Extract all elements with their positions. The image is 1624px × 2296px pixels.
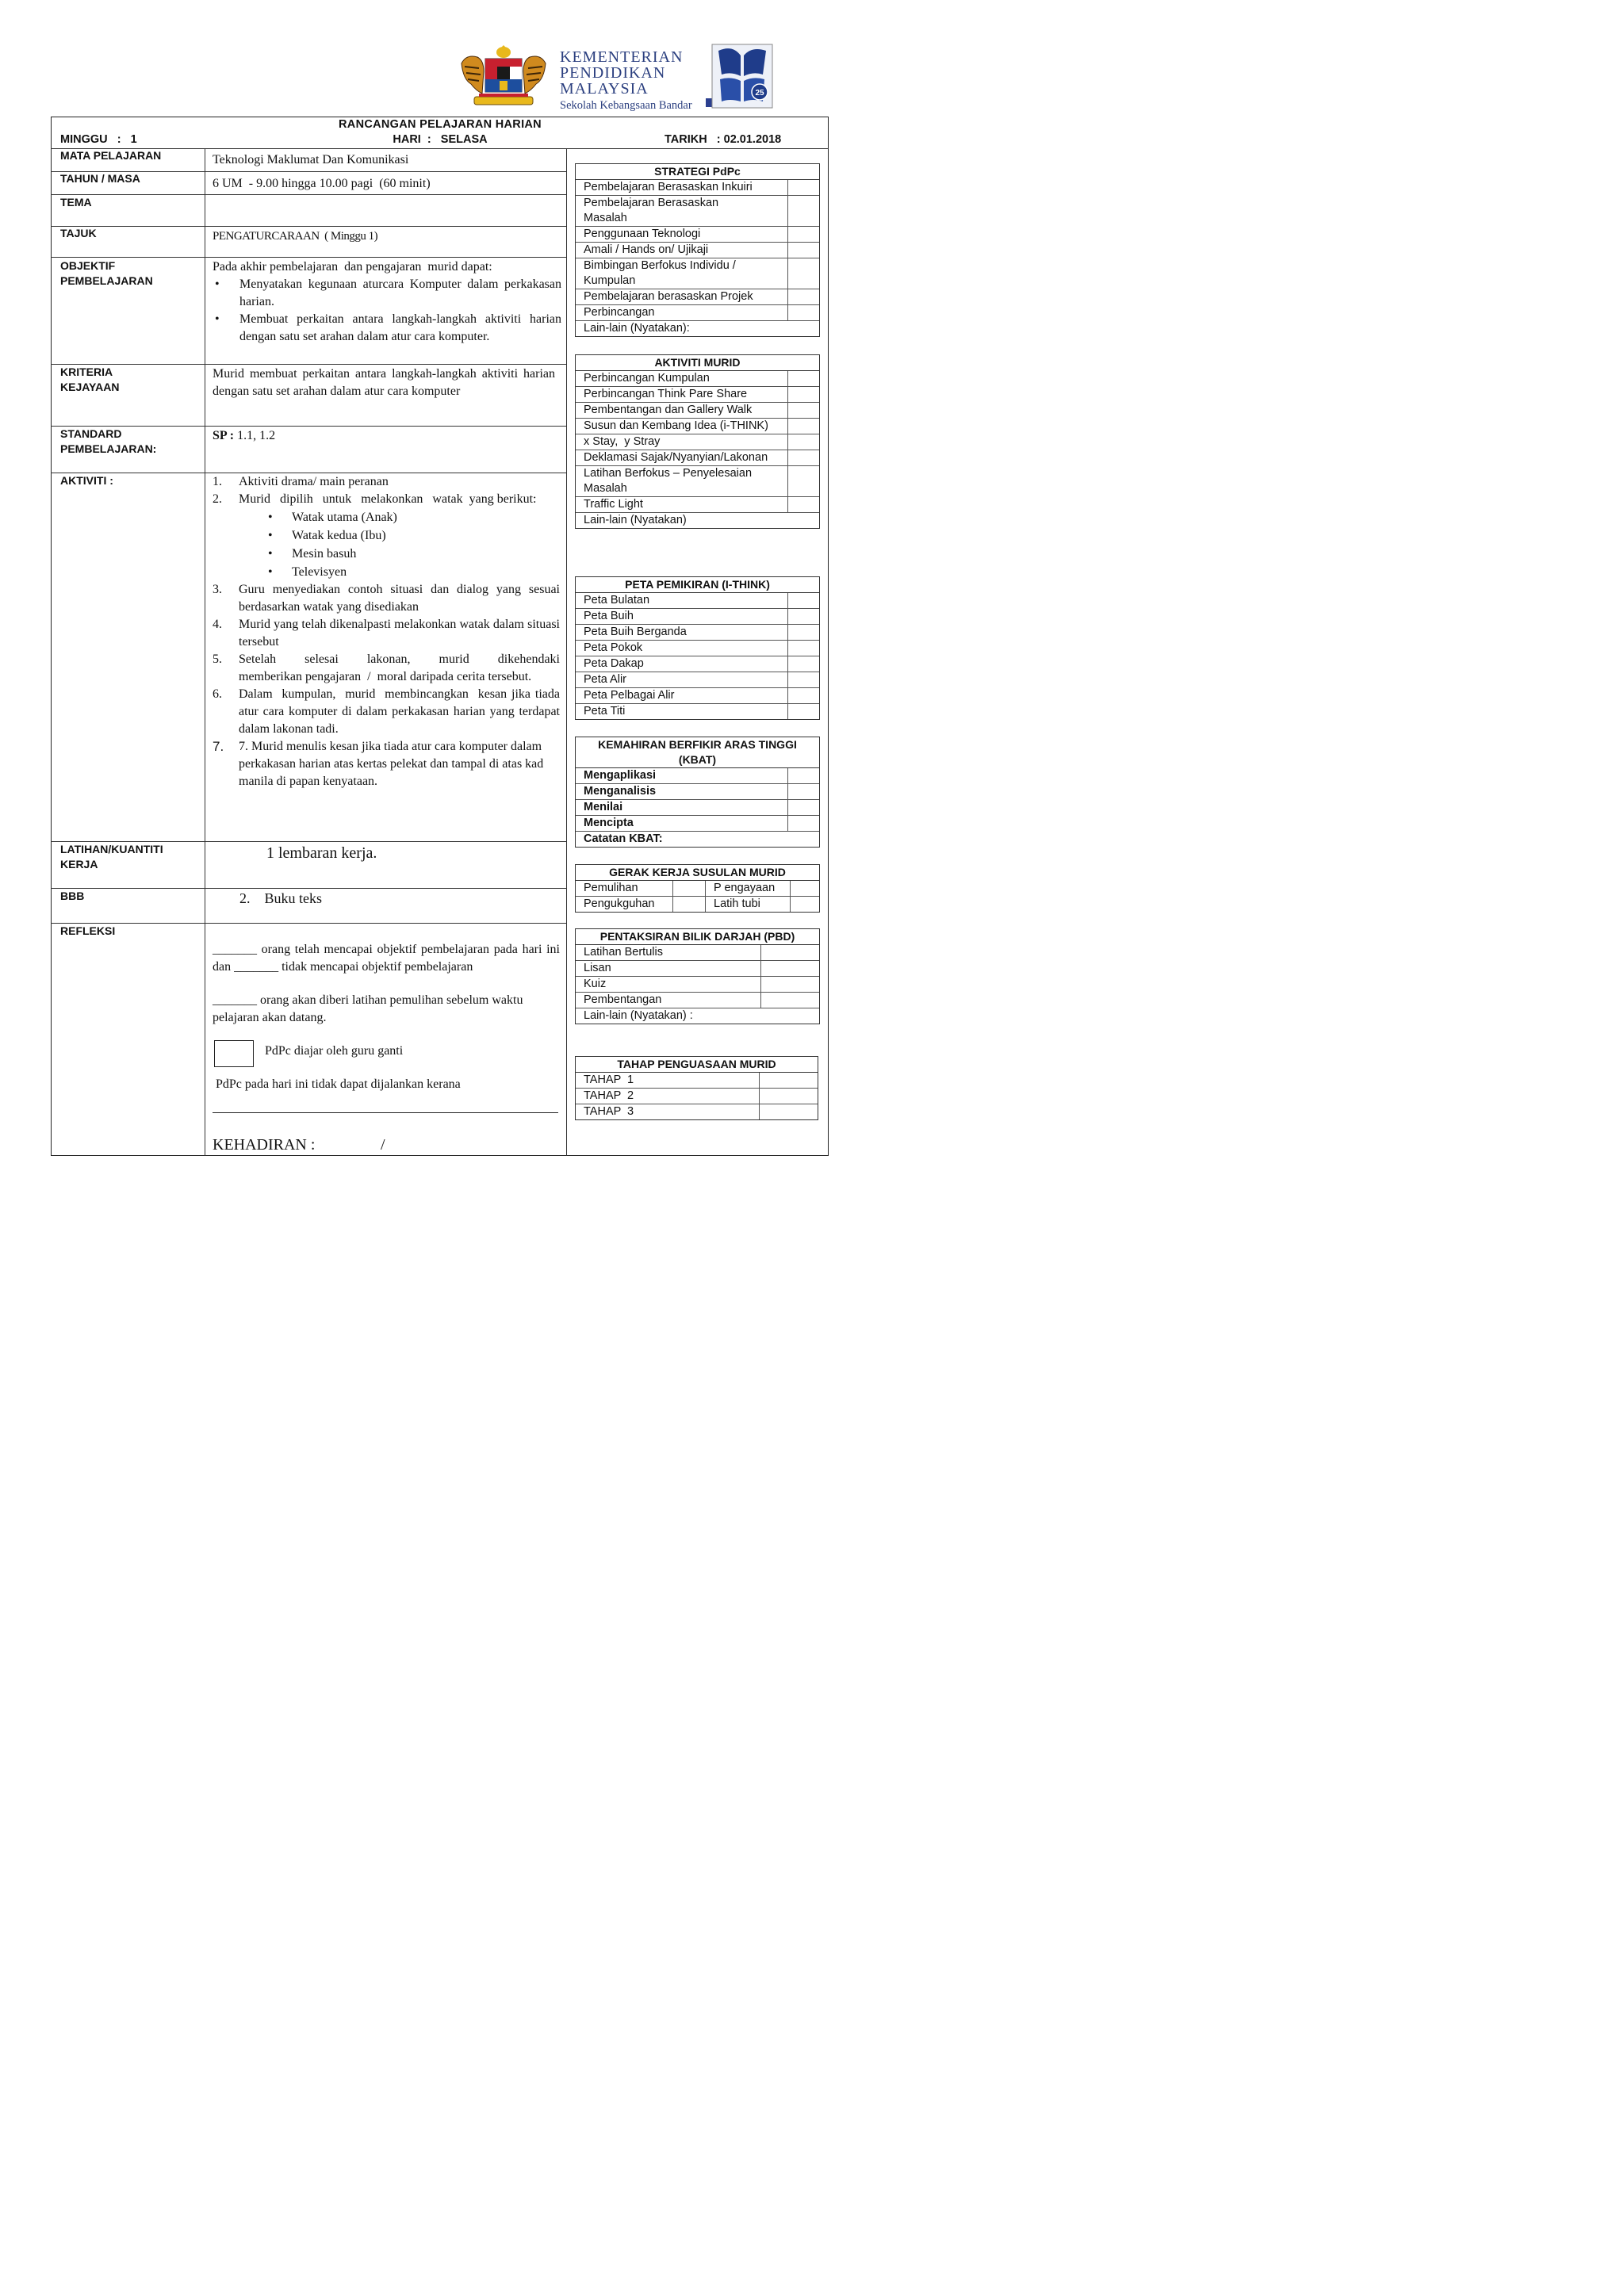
- gerak-kerja-row[interactable]: [576, 881, 819, 897]
- pbd-title: PENTAKSIRAN BILIK DARJAH (PBD): [576, 929, 819, 945]
- kbat-catatan: Catatan KBAT:: [584, 832, 663, 845]
- refleksi-label: REFLEKSI: [60, 924, 116, 937]
- checkbox[interactable]: [787, 243, 819, 258]
- bullet-icon: •: [215, 277, 220, 291]
- ministry-wordmark: [560, 49, 710, 113]
- objektif-value: [213, 258, 561, 346]
- checkbox[interactable]: [672, 881, 706, 896]
- gerak-kerja-title: GERAK KERJA SUSULAN MURID: [576, 865, 819, 881]
- aktiviti-label: AKTIVITI :: [60, 474, 113, 487]
- pbd-row[interactable]: [576, 1008, 819, 1024]
- standard-label-line2: PEMBELAJARAN:: [60, 442, 157, 455]
- checkbox[interactable]: [787, 641, 819, 656]
- aktiviti-murid-row[interactable]: [576, 497, 819, 513]
- strategi-row[interactable]: [576, 180, 819, 196]
- kbat-item: Menilai: [584, 801, 623, 813]
- pbd-item: Latihan Bertulis: [584, 946, 663, 959]
- kriteria-label-line2: KEJAYAAN: [60, 381, 120, 393]
- latihan-value: 1 lembaran kerja.: [266, 844, 377, 862]
- checkbox[interactable]: [787, 371, 819, 386]
- kbat-item: Mencipta: [584, 817, 634, 829]
- aktiviti-murid-row[interactable]: [576, 513, 819, 528]
- peta-row[interactable]: [576, 704, 819, 719]
- peta-row[interactable]: [576, 672, 819, 688]
- aktiviti-item: [213, 738, 560, 790]
- aktiviti-murid-row[interactable]: [576, 450, 819, 466]
- bullet-icon: •: [268, 547, 273, 561]
- tidak-dapat-text: PdPc pada hari ini tidak dapat dijalankan kerana: [216, 1077, 461, 1091]
- aktiviti-text: 7. Murid menulis kesan jika tiada atur cara komputer dalam perkakasan harian atas kertas pelekat dan tampal di atas kad manila di papan kenyataan.: [239, 740, 544, 788]
- tahap-item: TAHAP 1: [584, 1073, 634, 1086]
- aktiviti-item: [213, 686, 566, 738]
- strategi-row[interactable]: [576, 289, 819, 305]
- peta-item: Peta Buih: [584, 610, 634, 622]
- checkbox[interactable]: [787, 434, 819, 450]
- divider: [51, 257, 566, 258]
- checkbox[interactable]: [787, 784, 819, 799]
- latihan-label-line1: LATIHAN/KUANTITI: [60, 843, 163, 855]
- aktiviti-item: [213, 581, 560, 616]
- aktiviti-murid-item: Traffic Light: [584, 498, 643, 511]
- peta-item: Peta Dakap: [584, 657, 644, 670]
- objektif-label: [60, 258, 201, 289]
- watak-text: Watak utama (Anak): [292, 511, 397, 524]
- aktiviti-murid-item: Pembentangan dan Gallery Walk: [584, 404, 753, 416]
- strategi-row[interactable]: [576, 243, 819, 258]
- peta-item: Peta Bulatan: [584, 594, 650, 607]
- aktiviti-text: Murid dipilih untuk melakonkan watak yang berikut:: [239, 492, 537, 506]
- pbd-row[interactable]: [576, 945, 819, 961]
- kbat-catatan-row[interactable]: [576, 832, 819, 847]
- aktiviti-num: 2.: [213, 492, 222, 506]
- standard-value: [213, 427, 561, 445]
- checkbox[interactable]: [787, 768, 819, 783]
- kbat-row[interactable]: [576, 784, 819, 800]
- kbat-title: KEMAHIRAN BERFIKIR ARAS TINGGI (KBAT): [576, 737, 819, 768]
- objektif-intro: Pada akhir pembelajaran dan pengajaran murid dapat:: [213, 260, 492, 274]
- strategi-row[interactable]: [576, 321, 819, 336]
- checkbox[interactable]: [787, 609, 819, 624]
- kriteria-label-line1: KRITERIA: [60, 365, 113, 378]
- checkbox[interactable]: [787, 688, 819, 703]
- standard-label: [60, 427, 201, 457]
- aktiviti-num: 3.: [213, 583, 222, 596]
- aktiviti-text: Guru menyediakan contoh situasi dan dialog yang sesuai berdasarkan watak yang disediakan: [239, 583, 560, 614]
- aktiviti-text: Murid yang telah dikenalpasti melakonkan watak dalam situasi tersebut: [239, 618, 560, 649]
- pbd-item: Lisan: [584, 962, 611, 974]
- strategi-item: Pembelajaran berasaskan Projek: [584, 290, 753, 303]
- school-name: Sekolah Kebangsaan Bandar: [560, 99, 692, 112]
- aktiviti-num: 1.: [213, 475, 222, 488]
- checkbox[interactable]: [790, 897, 819, 912]
- strategi-box: [575, 163, 820, 337]
- malaysia-coat-of-arms-logo: [455, 44, 552, 111]
- watak-item: [265, 508, 560, 526]
- peta-item: Peta Buih Berganda: [584, 626, 687, 638]
- tarikh-label: TARIKH : 02.01.2018: [665, 133, 782, 146]
- checkbox[interactable]: [787, 466, 819, 496]
- peta-row[interactable]: [576, 593, 819, 609]
- standard-prefix: SP :: [213, 429, 235, 442]
- strategi-item: Bimbingan Berfokus Individu / Kumpulan: [584, 259, 736, 287]
- bullet-icon: •: [215, 312, 220, 326]
- aktiviti-murid-item: x Stay, y Stray: [584, 435, 661, 448]
- kbat-row[interactable]: [576, 800, 819, 816]
- aktiviti-text: Aktiviti drama/ main peranan: [239, 475, 389, 488]
- tajuk-value: PENGATURCARAAN ( Minggu 1): [213, 230, 378, 243]
- checkbox[interactable]: [787, 305, 819, 320]
- checkbox[interactable]: [787, 450, 819, 465]
- aktiviti-murid-item: Perbincangan Think Pare Share: [584, 388, 748, 400]
- tahun-label: TAHUN / MASA: [60, 172, 140, 185]
- peta-pemikiran-box: [575, 576, 820, 720]
- checkbox[interactable]: [787, 497, 819, 512]
- checkbox[interactable]: [787, 704, 819, 719]
- checkbox[interactable]: [787, 403, 819, 418]
- ministry-line-2: PENDIDIKAN: [560, 64, 666, 82]
- latihan-label: [60, 842, 201, 872]
- tahap-box: [575, 1056, 818, 1120]
- aktiviti-murid-row[interactable]: [576, 387, 819, 403]
- checkbox[interactable]: [787, 816, 819, 831]
- divider: [566, 148, 567, 1156]
- standard-codes: 1.1, 1.2: [237, 429, 276, 442]
- latihan-label-line2: KERJA: [60, 858, 98, 871]
- checkbox[interactable]: [787, 387, 819, 402]
- strategi-row[interactable]: [576, 305, 819, 321]
- pbd-row[interactable]: [576, 961, 819, 977]
- mata-pelajaran-label: MATA PELAJARAN: [60, 149, 162, 162]
- gerak-kerja-item: P engayaan: [714, 882, 776, 894]
- watak-item: [265, 526, 560, 545]
- pbd-row[interactable]: [576, 993, 819, 1008]
- aktiviti-item: [213, 473, 560, 491]
- strategi-item: Lain-lain (Nyatakan):: [584, 322, 690, 335]
- tahun-value: 6 UM - 9.00 hingga 10.00 pagi (60 minit): [213, 177, 431, 190]
- tahap-item: TAHAP 3: [584, 1105, 634, 1118]
- checkbox[interactable]: [787, 227, 819, 242]
- checkbox[interactable]: [759, 1073, 818, 1088]
- objektif-item-text: Membuat perkaitan antara langkah-langkah aktiviti harian dengan satu set arahan dalam atur cara komputer.: [239, 312, 561, 343]
- bullet-icon: •: [268, 565, 273, 579]
- aktiviti-num: 4.: [213, 618, 222, 631]
- peta-item: Peta Alir: [584, 673, 626, 686]
- strategi-item: Amali / Hands on/ Ujikaji: [584, 243, 709, 256]
- strategi-row[interactable]: [576, 227, 819, 243]
- aktiviti-murid-row[interactable]: [576, 466, 819, 497]
- aktiviti-murid-row[interactable]: [576, 371, 819, 387]
- aktiviti-murid-item: Deklamasi Sajak/Nyanyian/Lakonan: [584, 451, 768, 464]
- gerak-kerja-box: [575, 864, 820, 913]
- pbd-item: Lain-lain (Nyatakan) :: [584, 1009, 693, 1022]
- peta-row[interactable]: [576, 641, 819, 656]
- bullet-icon: •: [268, 511, 273, 524]
- strategi-item: Penggunaan Teknologi: [584, 228, 701, 240]
- peta-item: Peta Pelbagai Alir: [584, 689, 675, 702]
- tahap-title: TAHAP PENGUASAAN MURID: [576, 1057, 818, 1073]
- minggu-label: MINGGU : 1: [60, 133, 137, 146]
- peta-item: Peta Pokok: [584, 641, 643, 654]
- kbat-item: Menganalisis: [584, 785, 657, 798]
- strategi-item: Pembelajaran Berasaskan Masalah: [584, 197, 719, 224]
- peta-row[interactable]: [576, 656, 819, 672]
- objektif-label-line1: OBJEKTIF: [60, 259, 116, 272]
- checkbox[interactable]: [672, 897, 706, 912]
- objektif-item: [213, 311, 561, 346]
- kbat-row[interactable]: [576, 768, 819, 784]
- bbb-value: 2. Buku teks: [239, 890, 323, 906]
- checkbox[interactable]: [787, 672, 819, 687]
- aktiviti-murid-row[interactable]: [576, 434, 819, 450]
- peta-item: Peta Titi: [584, 705, 626, 718]
- mata-pelajaran-value: Teknologi Maklumat Dan Komunikasi: [213, 153, 409, 166]
- aktiviti-murid-row[interactable]: [576, 419, 819, 434]
- kbat-item: Mengaplikasi: [584, 769, 657, 782]
- strategi-title: STRATEGI PdPc: [576, 164, 819, 180]
- tahap-row[interactable]: [576, 1104, 818, 1119]
- refleksi-line2: _______ orang akan diberi latihan pemulihan sebelum waktu pelajaran akan datang.: [213, 993, 523, 1024]
- school-logo: [710, 43, 774, 109]
- checkbox[interactable]: [787, 656, 819, 672]
- reason-line: [213, 1112, 558, 1113]
- refleksi-line1: _______ orang telah mencapai objektif pembelajaran pada hari ini dan _______ tidak mencapai objektif pembelajaran: [213, 943, 560, 974]
- aktiviti-text: Setelah selesai lakonan, murid dikehendaki memberikan pengajaran / moral daripada cerita tersebut.: [239, 652, 563, 683]
- aktiviti-list: [213, 473, 566, 790]
- bbb-label: BBB: [60, 890, 85, 902]
- standard-label-line1: STANDARD: [60, 427, 122, 440]
- tahap-row[interactable]: [576, 1089, 818, 1104]
- gerak-kerja-row[interactable]: [576, 897, 819, 912]
- peta-row[interactable]: [576, 688, 819, 704]
- kbat-row[interactable]: [576, 816, 819, 832]
- objektif-item-text: Menyatakan kegunaan aturcara Komputer dalam perkakasan harian.: [239, 277, 561, 308]
- bullet-icon: •: [268, 529, 273, 542]
- pbd-item: Kuiz: [584, 978, 607, 990]
- checkbox[interactable]: [760, 977, 819, 992]
- aktiviti-item: [213, 651, 563, 686]
- pbd-box: [575, 928, 820, 1024]
- aktiviti-murid-title: AKTIVITI MURID: [576, 355, 819, 371]
- watak-text: Televisyen: [292, 565, 347, 579]
- strategi-row[interactable]: [576, 196, 819, 227]
- tema-label: TEMA: [60, 196, 92, 209]
- kehadiran-separator: /: [381, 1136, 385, 1154]
- ministry-line-1: KEMENTERIAN: [560, 48, 684, 66]
- tahap-item: TAHAP 2: [584, 1089, 634, 1102]
- kehadiran-label: KEHADIRAN :: [213, 1136, 316, 1154]
- aktiviti-murid-row[interactable]: [576, 403, 819, 419]
- checkbox[interactable]: [760, 993, 819, 1008]
- gerak-kerja-item: Pemulihan: [584, 882, 638, 894]
- peta-title: PETA PEMIKIRAN (I-THINK): [576, 577, 819, 593]
- gerak-kerja-item: Pengukguhan: [584, 897, 655, 910]
- checkbox[interactable]: [787, 289, 819, 304]
- watak-item: [265, 563, 560, 581]
- objektif-label-line2: PEMBELAJARAN: [60, 274, 153, 287]
- checkbox[interactable]: [787, 258, 819, 289]
- watak-list: [213, 508, 560, 581]
- objektif-item: [213, 276, 561, 311]
- watak-item: [265, 545, 560, 563]
- peta-row[interactable]: [576, 625, 819, 641]
- kriteria-value: Murid membuat perkaitan antara langkah-langkah aktiviti harian dengan satu set arahan dalam atur cara komputer: [213, 367, 555, 398]
- ministry-line-3: MALAYSIA: [560, 80, 649, 98]
- kbat-box: [575, 737, 820, 848]
- checkbox[interactable]: [787, 593, 819, 608]
- aktiviti-murid-item: Perbincangan Kumpulan: [584, 372, 710, 385]
- strategi-row[interactable]: [576, 258, 819, 289]
- peta-row[interactable]: [576, 609, 819, 625]
- checkbox[interactable]: [790, 881, 819, 896]
- checkbox[interactable]: [787, 196, 819, 226]
- aktiviti-murid-item: Latihan Berfokus – Penyelesaian Masalah: [584, 467, 753, 495]
- aktiviti-item: [213, 491, 560, 508]
- aktiviti-num: 5.: [213, 652, 222, 666]
- checkbox[interactable]: [787, 800, 819, 815]
- checkbox[interactable]: [760, 945, 819, 960]
- aktiviti-text: Dalam kumpulan, murid membincangkan kesan jika tiada atur cara komputer di dalam perkakasan harian yang terdapat dalam lakonan tadi.: [239, 687, 566, 736]
- strategi-item: Perbincangan: [584, 306, 655, 319]
- checkbox[interactable]: [787, 180, 819, 195]
- checkbox[interactable]: [787, 625, 819, 640]
- hari-label: HARI : SELASA: [393, 133, 488, 146]
- pbd-item: Pembentangan: [584, 993, 662, 1006]
- form-title: RANCANGAN PELAJARAN HARIAN: [339, 118, 542, 131]
- tahap-row[interactable]: [576, 1073, 818, 1089]
- aktiviti-murid-box: [575, 354, 820, 529]
- aktiviti-num: 7.: [213, 739, 224, 754]
- pbd-row[interactable]: [576, 977, 819, 993]
- gerak-kerja-item: Latih tubi: [714, 897, 760, 910]
- aktiviti-item: [213, 616, 560, 651]
- school-logo-number: 25: [755, 89, 764, 98]
- kriteria-label: [60, 365, 201, 395]
- guru-ganti-text: PdPc diajar oleh guru ganti: [265, 1044, 404, 1058]
- aktiviti-murid-item: Lain-lain (Nyatakan): [584, 514, 687, 526]
- checkbox[interactable]: [787, 419, 819, 434]
- checkbox[interactable]: [759, 1104, 818, 1119]
- watak-text: Mesin basuh: [292, 547, 357, 561]
- guru-ganti-checkbox[interactable]: [214, 1040, 254, 1067]
- watak-text: Watak kedua (Ibu): [292, 529, 386, 542]
- aktiviti-num: 6.: [213, 687, 222, 701]
- checkbox[interactable]: [760, 961, 819, 976]
- strategi-item: Pembelajaran Berasaskan Inkuiri: [584, 181, 753, 193]
- tajuk-label: TAJUK: [60, 227, 97, 239]
- checkbox[interactable]: [759, 1089, 818, 1104]
- aktiviti-murid-item: Susun dan Kembang Idea (i-THINK): [584, 419, 768, 432]
